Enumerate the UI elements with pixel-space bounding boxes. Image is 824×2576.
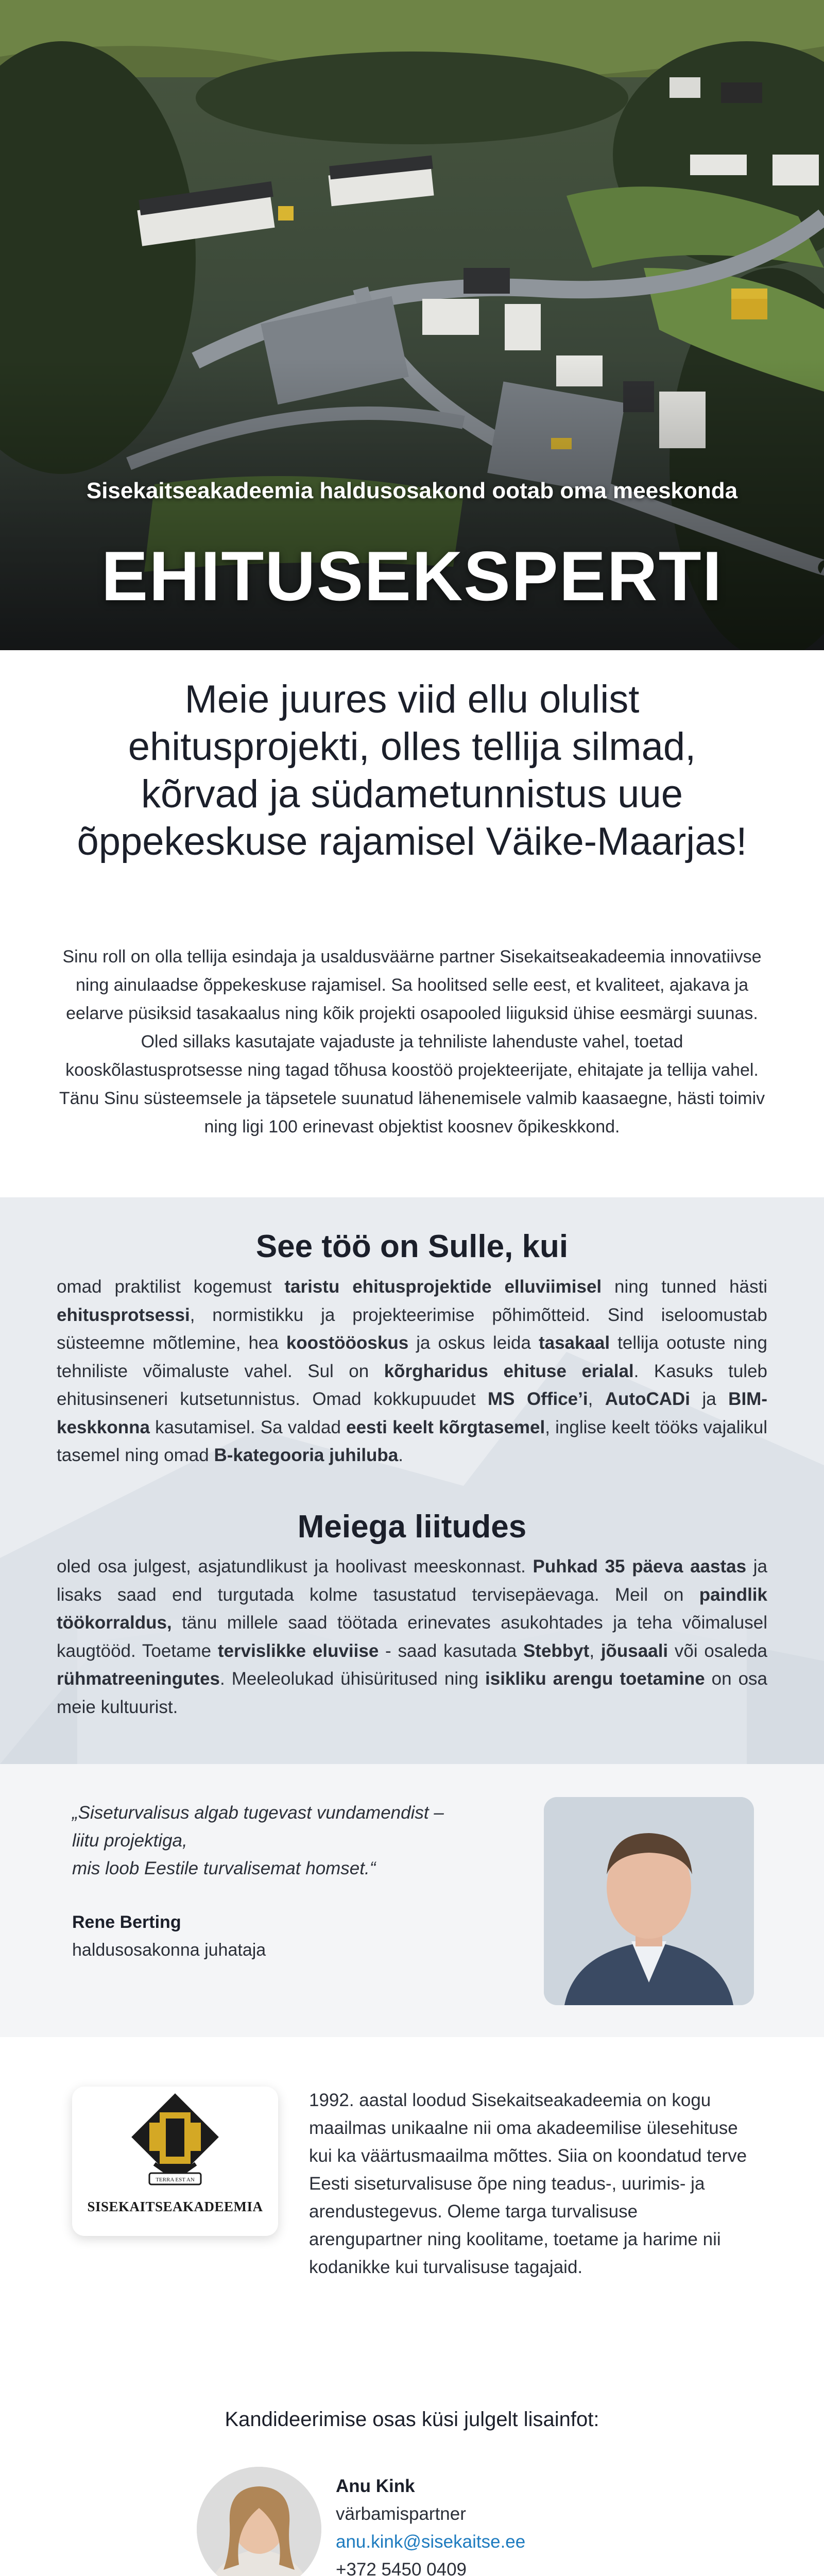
contact-1-phone: +372 5450 0409 [336,2560,467,2576]
academy-logo-text: SISEKAITSEAKADEEMIA [87,2199,263,2214]
hero-title: EHITUSEKSPERTI [101,537,723,615]
offer-heading: Meiega liitudes [297,1509,527,1545]
academy-logo [72,2087,278,2236]
contact-heading: Kandideerimise osas küsi julgelt lisainfot: [225,2408,599,2431]
job-text: omad praktilist kogemust taristu ehitusprojektide elluviimisel ning tunned hästi ehitusprotsessi, normistikku ja projekteerimise põhimõtteid. Sind iseloomustab süsteemne mõtlemine, hea koostööoskus ja oskus leida tasakaal tellija ootuste ning tehniliste võimaluste vahel. Sul on kõrgharidus ehituse erialal. Kasuks tuleb ehitusinseneri kutsetunnistus. Omad kokkupuudet MS Office’i, AutoCADi ja BIM-keskkonna kasutamisel. Sa valdad eesti keelt kõrgtasemel, inglise keelt tööks vajalikul tasemel ning omad B-kategooria juhiluba. [57,1277,768,1465]
contact-1-name: Anu Kink [336,2476,415,2496]
quote-text: „Siseturvalisus algab tugevast vundamendist – liitu projektiga, mis loob Eestile turvalisemat homset.“ [72,1803,444,1878]
academy-description: 1992. aastal loodud Sisekaitseakadeemia on kogu maailmas unikaalne nii oma akadeemilise ülesehituse kui ka väärtusmaailma mõttes. Siia on koondatud terve Eesti siseturvalisuse õpe ning teadus-, uurimis- ja arendustegevus. Oleme targa turvalisuse arengupartner ning koolitame, toetame ja harime nii kodanikke kui turvalisuse tagajaid. [309,2090,747,2277]
hero-banner [0,0,824,650]
quote-author-photo [544,1797,754,2005]
intro-body: Sinu roll on olla tellija esindaja ja usaldusväärne partner Sisekaitseakadeemia innovatiivse ning ainulaadse õppekeskuse rajamisel. Sa hoolitsed selle eest, et kvaliteet, ajakava ja eelarve püsiksid tasakaalus ning kõik projekti osapooled liiguksid ühise eesmärgi suunas. Oled sillaks kasutajate vajaduste ja tehniliste lahenduste vahel, toetad kooskõlastusprotsesse ning tagad tõhusa koostöö projekteerijate, ehitajate ja tellija vahel. Tänu Sinu süsteemsele ja täpsetele suunatud lähenemisele valmib kaasaegne, hästi toimiv ning ligi 100 erinevast objektist koosnev õpikeskkond. [59,947,765,1137]
contact-1-email-link[interactable]: anu.kink@sisekaitse.ee [336,2532,526,2552]
requirements-section [0,1197,824,1764]
intro-heading: Meie juures viid ellu olulist ehitusprojekti, olles tellija silmad, kõrvad ja südametunnistus uue õppekeskuse rajamisel Väike-Maarjas! [77,677,747,863]
contact-1-role: värbamispartner [336,2504,466,2524]
academy-emblem-icon [72,2087,278,2195]
offer-text: oled osa julgest, asjatundlikust ja hoolivast meeskonnast. Puhkad 35 päeva aastas ja lisaks saad end turgutada kolme tasustatud tervisepäevaga. Meil on paindlik töökorraldus, tänu millele saad töötada erinevates asukohtades ja teha võimalusel kaugtööd. Toetame tervislikke eluviise - saad kasutada Stebbyt, jõusaali või osaleda rühmatreeningutes. Meeleolukad ühisüritused ning isikliku arengu toetamine on osa meie kultuurist. [57,1556,768,1717]
hero-subtitle: Sisekaitseakadeemia haldusosakond ootab oma meeskonda [86,478,738,503]
job-heading: See töö on Sulle, kui [255,1229,569,1264]
quote-author-role: haldusosakonna juhataja [72,1940,266,1960]
contact-photo [197,2467,321,2576]
quote-author-name: Rene Berting [72,1912,181,1932]
svg-text:TERRA EST AN: TERRA EST AN [156,2177,195,2183]
